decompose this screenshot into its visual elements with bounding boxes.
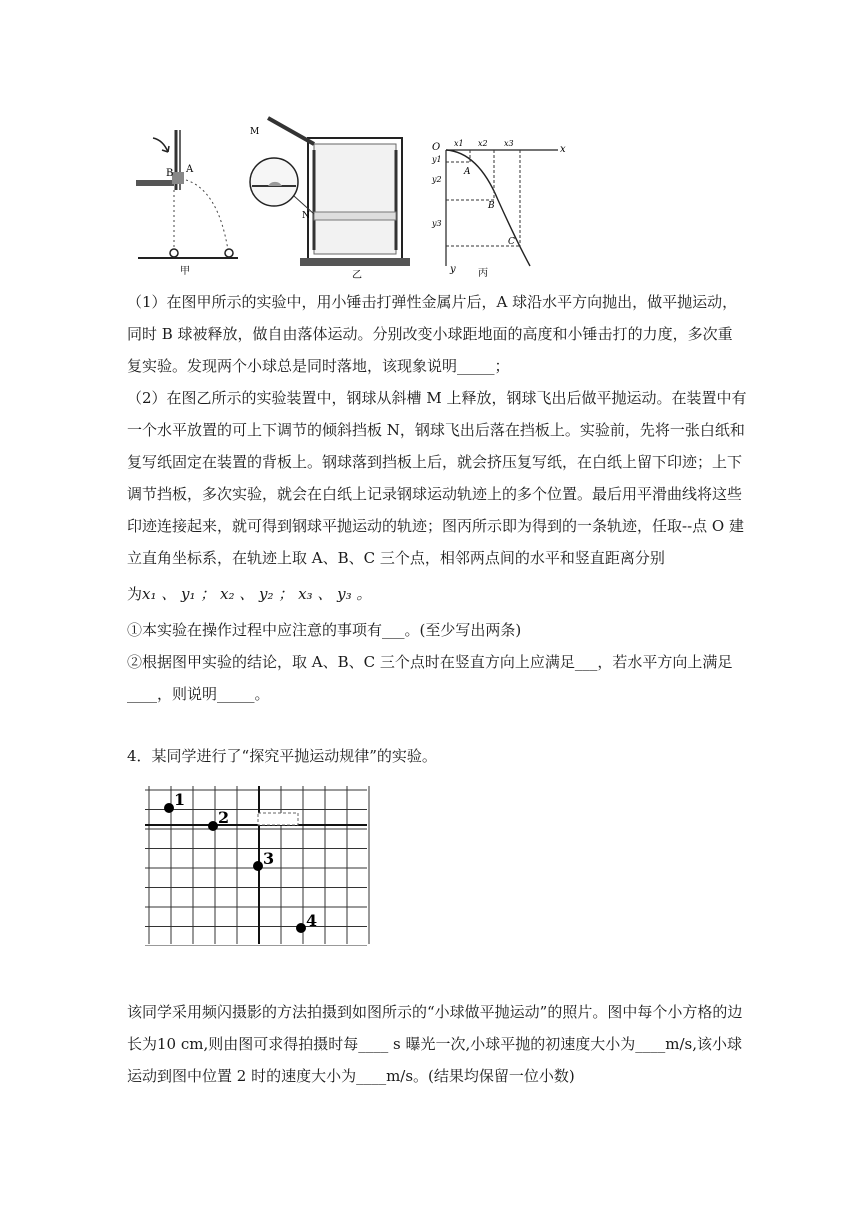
- q3-part2: （2）在图乙所示的实验装置中，钢球从斜槽 M 上释放，钢球飞出后做平抛运动。在装置中有一个水平放置的可上下调节的倾斜挡板 N，钢球飞出后落在挡板上。实验前，先将一张白纸和复写纸固定在装置的背板上。钢球落到挡板上后，就会挤压复写纸，在白纸上留下印迹；上下调节挡板，多次实验，就会在白纸上记录钢球运动轨迹上的多个位置。最后用平滑曲线将这些印迹连接起来，就可得到钢球平抛运动的轨迹；图丙所示即为得到的一条轨迹，任取--点 O 建立直角坐标系，在轨迹上取 A、B、C 三个点，相邻两点间的水平和竖直距离分别: [127, 389, 747, 567]
- point-C: C: [508, 237, 515, 247]
- grid-label-3: 3: [263, 849, 275, 868]
- figure-bing: [431, 139, 566, 279]
- experiment-figure: [128, 100, 588, 280]
- grid-label-4: 4: [306, 911, 318, 930]
- label-x2: x2: [478, 139, 488, 148]
- label-A: A: [186, 164, 194, 175]
- grid-label-2: 2: [218, 808, 230, 827]
- label-B: B: [166, 168, 174, 179]
- axis-O: O: [432, 142, 441, 153]
- label-N: N: [302, 211, 310, 221]
- figure-yi: [250, 118, 410, 280]
- point-A: A: [464, 167, 471, 177]
- q3-block: [127, 286, 747, 710]
- q4-body-block: [127, 996, 747, 1092]
- ball-position-2: [208, 821, 218, 831]
- q4-heading: 4．某同学进行了“探究平抛运动规律”的实验。: [127, 747, 437, 765]
- q3-part2-tail: [127, 578, 747, 610]
- strobe-grid-figure: [145, 786, 370, 946]
- label-y1: y1: [432, 155, 442, 164]
- q3-part1: （1）在图甲所示的实验中，用小锤击打弹性金属片后，A 球沿水平方向抛出，做平抛运动，同时 B 球被释放，做自由落体运动。分别改变小球距地面的高度和小锤击打的力度，多次重复实验。发现两个小球总是同时落地，该现象说明_____；: [127, 293, 738, 375]
- label-x1: x1: [454, 139, 464, 148]
- ball-position-1: [164, 803, 174, 813]
- axis-x: x: [560, 144, 566, 155]
- q4-heading-block: [127, 740, 747, 772]
- caption-bing: 丙: [478, 268, 488, 279]
- q3-item1: ①本实验在操作过程中应注意的事项有___。(至少写出两条): [127, 621, 522, 639]
- ball-position-4: [296, 923, 306, 933]
- caption-yi: 乙: [352, 270, 362, 280]
- label-M: M: [250, 127, 260, 137]
- label-x3: x3: [504, 139, 514, 148]
- figure-jia: [136, 130, 238, 277]
- caption-jia: 甲: [180, 266, 190, 277]
- point-B: B: [488, 201, 495, 211]
- label-y3: y3: [432, 219, 442, 228]
- grid-label-1: 1: [174, 790, 186, 809]
- axis-y: y: [450, 264, 456, 275]
- q3-part2-tail-prefix: 为: [127, 585, 143, 603]
- label-y2: y2: [432, 175, 442, 184]
- q3-part2-vars: x₁ 、 y₁ ； x₂ 、 y₂ ； x₃ 、 y₃ 。: [142, 585, 372, 603]
- grid-dashed-box: [258, 813, 298, 825]
- ball-position-3: [253, 861, 263, 871]
- q4-question: 该同学采用频闪摄影的方法拍摄到如图所示的“小球做平抛运动”的照片。图中每个小方格的边长为10 cm,则由图可求得拍摄时每____ s 曝光一次,小球平抛的初速度大小为____m/s,该小球运动到图中位置 2 时的速度大小为____m/s。(结果均保留一位小数): [127, 1003, 743, 1085]
- q3-item2: ②根据图甲实验的结论，取 A、B、C 三个点时在竖直方向上应满足___，若水平方向上满足____，则说明_____。: [127, 653, 733, 703]
